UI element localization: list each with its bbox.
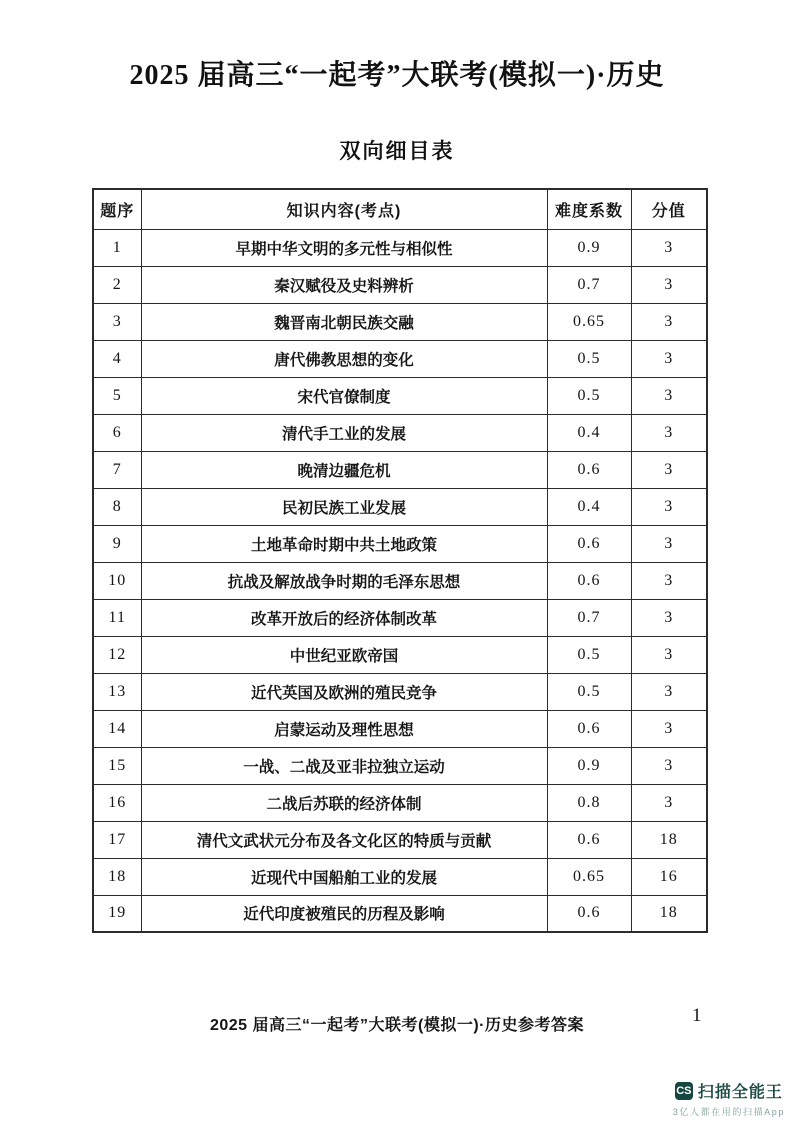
specification-table: [92, 188, 708, 933]
table-row: [93, 340, 707, 377]
cell-question-no: 8: [93, 488, 141, 525]
cell-knowledge-content: 一战、二战及亚非拉独立运动: [141, 747, 547, 784]
col-header-difficulty: 难度系数: [547, 189, 631, 229]
table-row: [93, 784, 707, 821]
col-header-question-no: 题序: [93, 189, 141, 229]
cell-score: 16: [631, 858, 707, 895]
table-row: [93, 266, 707, 303]
cell-difficulty: 0.6: [547, 821, 631, 858]
cell-difficulty: 0.6: [547, 451, 631, 488]
cell-question-no: 7: [93, 451, 141, 488]
camscanner-lockup: [675, 1079, 783, 1102]
cell-difficulty: 0.65: [547, 303, 631, 340]
cell-question-no: 4: [93, 340, 141, 377]
table-row: [93, 599, 707, 636]
cell-knowledge-content: 清代手工业的发展: [141, 414, 547, 451]
table-row: [93, 895, 707, 932]
cell-score: 3: [631, 784, 707, 821]
table-row: [93, 451, 707, 488]
cell-question-no: 6: [93, 414, 141, 451]
cell-difficulty: 0.6: [547, 895, 631, 932]
footer-title: 2025 届高三“一起考”大联考(模拟一)·历史参考答案: [209, 1017, 585, 1034]
cell-score: 18: [631, 895, 707, 932]
cell-question-no: 13: [93, 673, 141, 710]
cell-question-no: 19: [93, 895, 141, 932]
cell-question-no: 9: [93, 525, 141, 562]
table-row: [93, 821, 707, 858]
cell-knowledge-content: 近代英国及欧洲的殖民竞争: [141, 673, 547, 710]
cell-question-no: 18: [93, 858, 141, 895]
cell-difficulty: 0.9: [547, 747, 631, 784]
cell-question-no: 17: [93, 821, 141, 858]
cell-knowledge-content: 改革开放后的经济体制改革: [141, 599, 547, 636]
cell-difficulty: 0.4: [547, 488, 631, 525]
cell-score: 3: [631, 340, 707, 377]
cell-score: 3: [631, 266, 707, 303]
camscanner-logo-icon: CS: [675, 1082, 693, 1100]
table-row: [93, 525, 707, 562]
cell-difficulty: 0.9: [547, 229, 631, 266]
cell-score: 3: [631, 488, 707, 525]
cell-knowledge-content: 土地革命时期中共土地政策: [141, 525, 547, 562]
cell-difficulty: 0.5: [547, 673, 631, 710]
cell-score: 3: [631, 562, 707, 599]
cell-score: 3: [631, 673, 707, 710]
cell-question-no: 15: [93, 747, 141, 784]
cell-knowledge-content: 近现代中国船舶工业的发展: [141, 858, 547, 895]
table-row: [93, 747, 707, 784]
cell-difficulty: 0.6: [547, 562, 631, 599]
cell-knowledge-content: 二战后苏联的经济体制: [141, 784, 547, 821]
cell-knowledge-content: 宋代官僚制度: [141, 377, 547, 414]
table-row: [93, 858, 707, 895]
cell-difficulty: 0.4: [547, 414, 631, 451]
col-header-score: 分值: [631, 189, 707, 229]
camscanner-watermark: [673, 1079, 785, 1118]
col-header-knowledge-content: 知识内容(考点): [141, 189, 547, 229]
table-header-row: [93, 189, 707, 229]
cell-knowledge-content: 抗战及解放战争时期的毛泽东思想: [141, 562, 547, 599]
cell-knowledge-content: 魏晋南北朝民族交融: [141, 303, 547, 340]
table-row: [93, 303, 707, 340]
cell-knowledge-content: 近代印度被殖民的历程及影响: [141, 895, 547, 932]
cell-question-no: 3: [93, 303, 141, 340]
cell-question-no: 10: [93, 562, 141, 599]
cell-difficulty: 0.7: [547, 599, 631, 636]
cell-difficulty: 0.6: [547, 710, 631, 747]
cell-difficulty: 0.65: [547, 858, 631, 895]
table-row: [93, 414, 707, 451]
cell-knowledge-content: 清代文武状元分布及各文化区的特质与贡献: [141, 821, 547, 858]
cell-score: 3: [631, 414, 707, 451]
cell-question-no: 12: [93, 636, 141, 673]
cell-score: 3: [631, 710, 707, 747]
cell-question-no: 2: [93, 266, 141, 303]
page-title: 2025 届高三“一起考”大联考(模拟一)·历史: [129, 60, 665, 91]
cell-score: 3: [631, 377, 707, 414]
cell-difficulty: 0.5: [547, 377, 631, 414]
camscanner-app-name: 扫描全能王: [697, 1084, 783, 1101]
table-row: [93, 377, 707, 414]
table-row: [93, 636, 707, 673]
cell-score: 3: [631, 599, 707, 636]
cell-knowledge-content: 中世纪亚欧帝国: [141, 636, 547, 673]
cell-score: 3: [631, 636, 707, 673]
cell-knowledge-content: 民初民族工业发展: [141, 488, 547, 525]
cell-score: 3: [631, 229, 707, 266]
table-row: [93, 229, 707, 266]
table-title: 双向细目表: [339, 140, 455, 163]
cell-score: 3: [631, 747, 707, 784]
cell-difficulty: 0.5: [547, 636, 631, 673]
cell-question-no: 14: [93, 710, 141, 747]
cell-difficulty: 0.5: [547, 340, 631, 377]
cell-difficulty: 0.6: [547, 525, 631, 562]
cell-knowledge-content: 秦汉赋役及史料辨析: [141, 266, 547, 303]
table-row: [93, 488, 707, 525]
cell-score: 3: [631, 451, 707, 488]
cell-knowledge-content: 启蒙运动及理性思想: [141, 710, 547, 747]
cell-question-no: 16: [93, 784, 141, 821]
cell-question-no: 5: [93, 377, 141, 414]
cell-score: 3: [631, 303, 707, 340]
page-number: 1: [692, 1005, 702, 1026]
table-row: [93, 562, 707, 599]
cell-question-no: 1: [93, 229, 141, 266]
table-row: [93, 673, 707, 710]
camscanner-tagline: 3亿人都在用的扫描App: [672, 1107, 785, 1117]
cell-score: 18: [631, 821, 707, 858]
cell-knowledge-content: 晚清边疆危机: [141, 451, 547, 488]
cell-knowledge-content: 早期中华文明的多元性与相似性: [141, 229, 547, 266]
cell-score: 3: [631, 525, 707, 562]
cell-question-no: 11: [93, 599, 141, 636]
cell-knowledge-content: 唐代佛教思想的变化: [141, 340, 547, 377]
cell-difficulty: 0.8: [547, 784, 631, 821]
cell-difficulty: 0.7: [547, 266, 631, 303]
table-row: [93, 710, 707, 747]
